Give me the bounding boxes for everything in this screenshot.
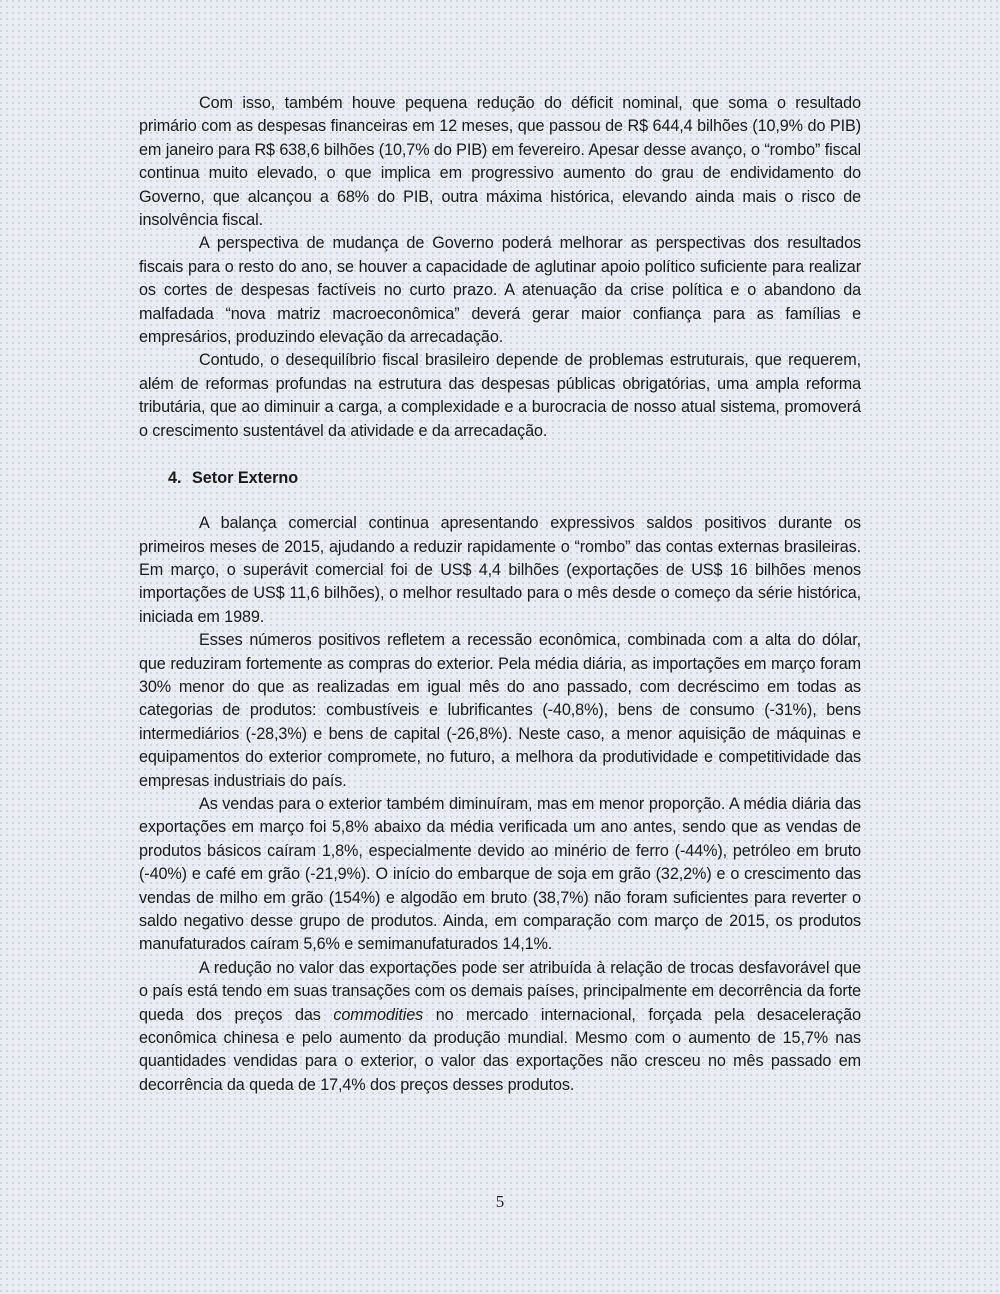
paragraph-exportacoes: As vendas para o exterior também diminuíram, mas em menor proporção. A média diária das exportações em março foi 5,8% abaixo da média verificada um ano antes, sendo que as vendas de produtos básicos caíram 1,8%, especialmente devido ao minério de ferro (-44%), petróleo em bruto (-40%) e café em grão (-21,9%). O início do embarque de soja em grão (32,2%) e o crescimento das vendas de milho em grão (154%) e algodão em bruto (38,7%) não foram suficientes para reverter o saldo negativo desse grupo de produtos. Ainda, em comparação com março de 2015, os produtos manufaturados caíram 5,6% e semimanufaturados 14,1%.	[139, 794, 861, 954]
paragraph-text-end: no mercado internacional, forçada pela desaceleração econômica chinesa e pelo aumento da produção mundial. Mesmo com o aumento de 15,7% nas quantidades vendidas para o exterior, o valor das exportações não cresceu no mês passado em decorrência da queda de 17,4% dos preços desses produtos.	[139, 1005, 861, 1094]
page-number: 5	[495, 1192, 505, 1211]
paragraph-text-start: A redução no valor das exportações pode ser atribuída à relação de trocas desfavorável que o país está tendo em suas transações com os demais países, principalmente em decorrência da forte queda dos preços das	[139, 958, 861, 1024]
italic-term: commodities	[333, 1005, 424, 1024]
paragraph-relacao-trocas	[139, 957, 861, 1097]
paragraph-mudanca-governo: A perspectiva de mudança de Governo poderá melhorar as perspectivas dos resultados fiscais para o resto do ano, se houver a capacidade de aglutinar apoio político suficiente para realizar os cortes de despesas factíveis no curto prazo. A atenuação da crise política e o abandono da malfadada “nova matriz macroeconômica” deverá gerar maior confiança para as famílias e empresários, produzindo elevação da arrecadação.	[139, 234, 861, 347]
section-title: Setor Externo	[192, 469, 299, 488]
section-number: 4.	[168, 469, 182, 488]
paragraph-desequilibrio-fiscal: Contudo, o desequilíbrio fiscal brasileiro depende de problemas estruturais, que requerem, além de reformas profundas na estrutura das despesas públicas obrigatórias, uma ampla reforma tributária, que ao diminuir a carga, a complexidade e a burocracia de nosso atual sistema, promoverá o crescimento sustentável da atividade e da arrecadação.	[139, 351, 861, 440]
paragraph-balanca-comercial: A balança comercial continua apresentando expressivos saldos positivos durante os primeiros meses de 2015, ajudando a reduzir rapidamente o “rombo” das contas externas brasileiras. Em março, o superávit comercial foi de US$ 4,4 bilhões (exportações de US$ 16 bilhões menos importações de US$ 11,6 bilhões), o melhor resultado para o mês desde o começo da série histórica, iniciada em 1989.	[139, 514, 861, 626]
paragraph-deficit-nominal: Com isso, também houve pequena redução do déficit nominal, que soma o resultado primário com as despesas financeiras em 12 meses, que passou de R$ 644,4 bilhões (10,9% do PIB) em janeiro para R$ 638,6 bilhões (10,7% do PIB) em fevereiro. Apesar desse avanço, o “rombo” fiscal continua muito elevado, o que implica em progressivo aumento do grau de endividamento do Governo, que alcançou a 68% do PIB, outra máxima histórica, elevando ainda mais o risco de insolvência fiscal.	[139, 94, 861, 230]
paragraph-importacoes: Esses números positivos refletem a recessão econômica, combinada com a alta do dólar, que reduziram fortemente as compras do exterior. Pela média diária, as importações em março foram 30% menor do que as realizadas em igual mês do ano passado, com decréscimo em todas as categorias de produtos: combustíveis e lubrificantes (-40,8%), bens de consumo (-31%), bens intermediários (-28,3%) e bens de capital (-26,8%). Neste caso, a menor aquisição de máquinas e equipamentos do exterior compromete, no futuro, a melhora da produtividade e competitividade das empresas industriais do país.	[139, 631, 861, 790]
section-heading	[139, 467, 861, 490]
document-body	[139, 92, 861, 1097]
